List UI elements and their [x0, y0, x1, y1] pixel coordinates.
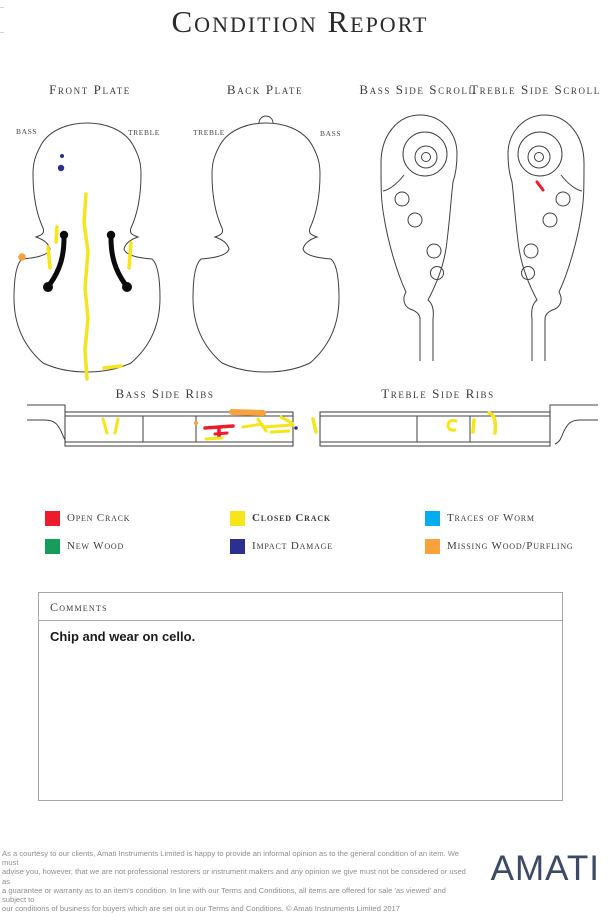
disclaimer-line: a guarantee or warranty as to an item's condition. In line with our Terms and Conditions, all items are offered for sale 'as viewed' and subject to	[2, 885, 446, 905]
bass-scroll-diagram	[370, 103, 482, 365]
disclaimer-line: our conditions of business for buyers which are set out in our Terms and Conditions. © Amati Instruments Limited 2017	[2, 904, 400, 913]
back-plate-header: Back Plate	[226, 82, 304, 97]
impact-damage-swatch	[230, 539, 245, 554]
traces-of-worm-swatch	[425, 511, 440, 526]
back-plate-treble-label: TREBLE	[193, 128, 225, 137]
legend-label: Open Crack	[67, 512, 131, 524]
treble-scroll-diagram	[483, 103, 595, 365]
legend-label: Impact Damage	[252, 540, 333, 552]
bass-scroll-header: Bass Side Scroll	[359, 82, 476, 97]
legend-label: Closed Crack	[252, 512, 331, 524]
amati-logo: AMATI	[490, 849, 600, 888]
back-plate-bass-label: BASS	[320, 129, 342, 138]
legend-label: Traces of Worm	[447, 512, 535, 524]
comments-header: Comments	[39, 593, 562, 621]
disclaimer-text	[2, 849, 472, 913]
new-wood-swatch	[45, 539, 60, 554]
front-plate-diagram	[12, 112, 164, 380]
front-plate-header: Front Plate	[49, 82, 131, 97]
treble-scroll-header: Treble Side Scroll	[470, 82, 601, 97]
comments-text: Chip and wear on cello.	[50, 629, 196, 644]
legend-label: Missing Wood/Purfling	[447, 540, 574, 552]
back-button	[259, 116, 273, 123]
comments-box	[38, 592, 563, 801]
front-plate-treble-label: TREBLE	[128, 128, 160, 137]
bass-ribs-header: Bass Side Ribs	[115, 386, 215, 401]
disclaimer-line: As a courtesy to our clients, Amati Instruments Limited is happy to provide an informal opinion as to the general condition of an item. We must	[2, 849, 459, 868]
legend-label: New Wood	[67, 540, 125, 552]
closed-crack-swatch	[230, 511, 245, 526]
open-crack-swatch	[45, 511, 60, 526]
front-plate-bass-label: BASS	[16, 127, 38, 136]
f-holes	[43, 231, 132, 292]
bass-ribs-diagram	[25, 398, 315, 453]
back-plate-diagram	[191, 112, 343, 380]
treble-ribs-header: Treble Side Ribs	[381, 386, 495, 401]
disclaimer-line: advise you, however, that we are not professional restorers or instrument makers and any opinion we give must not be considered or used as	[2, 867, 466, 886]
treble-ribs-diagram	[308, 398, 600, 453]
missing-wood-swatch	[425, 539, 440, 554]
page-title: Condition Report	[171, 4, 429, 39]
